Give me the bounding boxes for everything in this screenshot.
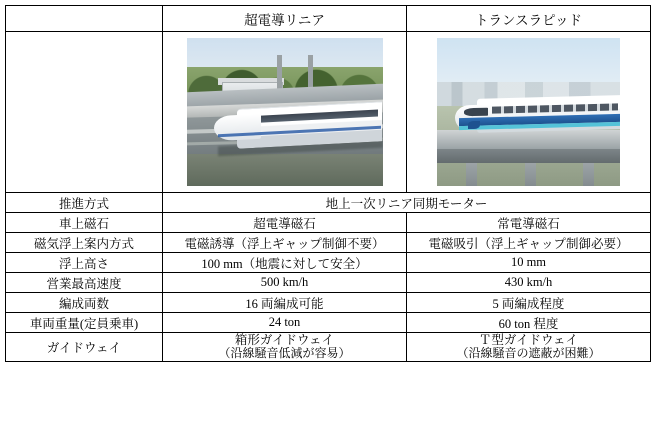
row-label-levitation-height: 浮上高さ (6, 253, 163, 273)
photo-cell-transrapid (407, 32, 651, 193)
table-row (6, 233, 651, 253)
guideway-beam (437, 130, 620, 149)
scmaglev-photo (187, 38, 383, 187)
row-value-max-speed-a: 500 km/h (163, 273, 407, 293)
table-header-row (6, 6, 651, 32)
transrapid-photo (437, 38, 620, 187)
table-row (6, 273, 651, 293)
photo-wrap-scmaglev (163, 32, 406, 192)
row-label-guideway: ガイドウェイ (6, 333, 163, 362)
row-label-levitation-method: 磁気浮上案内方式 (6, 233, 163, 253)
table-row (6, 253, 651, 273)
header-corner-cell (6, 6, 163, 32)
row-label-vehicle-weight: 車両重量(定員乗車) (6, 313, 163, 333)
row-value-levitation-method-a: 電磁誘導（浮上ギャップ制御不要） (163, 233, 407, 253)
guideway-a-line1: 箱形ガイドウェイ (234, 333, 335, 347)
guideway-a-line2: （沿線騒音低減が容易） (218, 346, 351, 361)
guideway-b-line2: （沿線騒音の遮蔽が困難） (456, 346, 601, 361)
table-row (6, 313, 651, 333)
guideway-shadow (437, 149, 620, 162)
table-row (6, 333, 651, 362)
row-value-max-speed-b: 430 km/h (407, 273, 651, 293)
row-value-propulsion: 地上一次リニア同期モーター (163, 193, 651, 213)
row-value-vehicle-weight-a: 24 ton (163, 313, 407, 333)
table-row (6, 293, 651, 313)
table-photo-row (6, 32, 651, 193)
row-label-max-speed: 営業最高速度 (6, 273, 163, 293)
train-nose (214, 114, 261, 142)
row-label-propulsion: 推進方式 (6, 193, 163, 213)
photo-cell-scmaglev (163, 32, 407, 193)
row-value-levitation-method-b: 電磁吸引（浮上ギャップ制御必要） (407, 233, 651, 253)
photo-wrap-transrapid (407, 32, 650, 192)
row-value-guideway-a (163, 333, 407, 362)
row-label-car-count: 編成両数 (6, 293, 163, 313)
guideway-b-line1: Ｔ型ガイドウェイ (478, 333, 579, 347)
row-value-onboard-magnet-a: 超電導磁石 (163, 213, 407, 233)
row-value-levitation-height-a: 100 mm（地震に対して安全） (163, 253, 407, 273)
row-value-onboard-magnet-b: 常電導磁石 (407, 213, 651, 233)
train-logo (468, 121, 480, 129)
row-label-onboard-magnet: 車上磁石 (6, 213, 163, 233)
document-page (0, 5, 655, 430)
guideway-lower (187, 154, 383, 187)
row-value-levitation-height-b: 10 mm (407, 253, 651, 273)
row-value-guideway-b (407, 333, 651, 362)
row-value-vehicle-weight-b: 60 ton 程度 (407, 313, 651, 333)
row-value-car-count-b: 5 両編成程度 (407, 293, 651, 313)
header-col-b: トランスラピッド (407, 6, 651, 32)
train-cab-window (464, 107, 488, 116)
table-row (6, 193, 651, 213)
comparison-table (5, 5, 651, 362)
table-row (6, 213, 651, 233)
photo-row-blank-cell (6, 32, 163, 193)
header-col-a: 超電導リニア (163, 6, 407, 32)
row-value-car-count-a: 16 両編成可能 (163, 293, 407, 313)
